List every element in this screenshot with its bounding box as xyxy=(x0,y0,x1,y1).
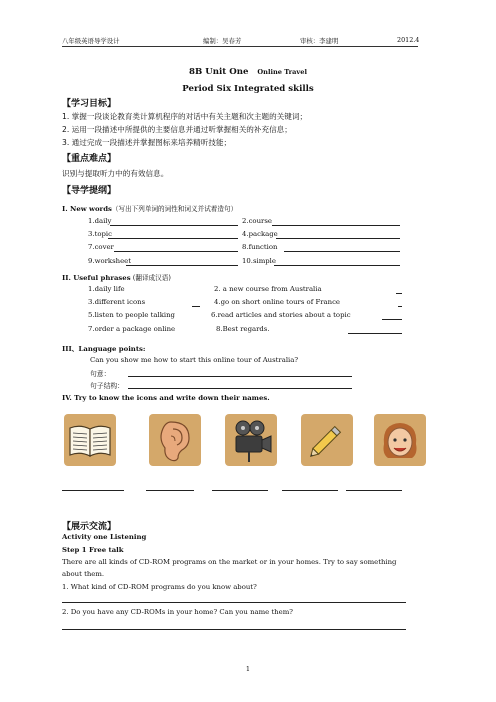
ear-icon xyxy=(149,414,201,466)
new-words-label: I. New words xyxy=(62,205,112,213)
activity-title: Activity one Listening xyxy=(62,533,147,541)
word-3-blank[interactable] xyxy=(108,238,238,239)
header-reviewer: 审核：李建明 xyxy=(300,37,339,45)
answer-1-blank[interactable] xyxy=(62,602,406,603)
phrase-4-blank[interactable] xyxy=(398,306,402,307)
phrase-5: 5.listen to people talking xyxy=(88,311,175,319)
word-3: 3.topic xyxy=(88,230,112,238)
page-number: 1 xyxy=(245,665,251,673)
language-structure-blank[interactable] xyxy=(128,388,352,389)
language-points-title: III、Language points: xyxy=(62,345,146,353)
phrase-6: 6.read articles and stories about a topic xyxy=(211,311,351,319)
icons-title: IV. Try to know the icons and write down their names. xyxy=(62,394,270,402)
phrase-4: 4.go on short online tours of France xyxy=(214,298,340,306)
unit-title-main: 8B Unit One xyxy=(189,67,249,77)
icon-name-blank-1[interactable] xyxy=(62,490,124,491)
phrase-2: 2. a new course from Australia xyxy=(214,285,322,293)
word-2: 2.course xyxy=(242,217,272,225)
language-structure-label: 句子结构： xyxy=(90,382,124,390)
phrase-1: 1.daily life xyxy=(88,285,125,293)
header-editor: 编制：吴春芳 xyxy=(203,37,242,45)
new-words-note: （写出下列单词的词性和词义并试着造句） xyxy=(111,205,238,213)
phrase-8: 8.Best regards. xyxy=(216,325,270,333)
goal-item-2: 2. 运用一段描述中所提供的主要信息并通过听掌握相关的补充信息； xyxy=(62,125,292,134)
phrases-note: (翻译成汉语) xyxy=(132,274,171,282)
key-heading: 【重点难点】 xyxy=(62,154,117,164)
word-10: 10.simple xyxy=(242,257,276,265)
word-7-blank[interactable] xyxy=(114,251,238,252)
icon-name-blank-3[interactable] xyxy=(212,490,268,491)
phrases-label: II. Useful phrases xyxy=(62,274,131,282)
phrase-8-blank[interactable] xyxy=(348,333,402,334)
period-title: Period Six Integrated skills xyxy=(182,84,314,94)
guide-heading: 【导学提纲】 xyxy=(62,186,117,196)
intro-line-2: about them. xyxy=(62,570,105,578)
icon-name-blank-2[interactable] xyxy=(146,490,194,491)
key-text: 识别与提取听力中的有效信息。 xyxy=(62,169,169,178)
icon-name-blank-5[interactable] xyxy=(346,490,402,491)
word-8: 8.function xyxy=(242,243,278,251)
unit-title xyxy=(0,67,496,77)
word-4: 4.package xyxy=(242,230,278,238)
phrase-2-blank[interactable] xyxy=(396,293,402,294)
video-camera-icon xyxy=(225,414,277,466)
language-sentence: Can you show me how to start this online tour of Australia? xyxy=(90,356,299,364)
word-9: 9.worksheet xyxy=(88,257,131,265)
exchange-heading: 【展示交流】 xyxy=(62,522,117,532)
question-1: 1. What kind of CD-ROM programs do you know about? xyxy=(62,583,257,591)
word-8-blank[interactable] xyxy=(284,251,400,252)
word-1: 1.daily xyxy=(88,217,112,225)
phrase-6-blank[interactable] xyxy=(382,319,402,320)
word-9-blank[interactable] xyxy=(126,265,238,266)
icon-name-blank-4[interactable] xyxy=(282,490,338,491)
new-words-title xyxy=(62,203,237,213)
phrase-7: 7.order a package online xyxy=(88,325,176,333)
phrase-3: 3.different icons xyxy=(88,298,146,306)
goal-item-1: 1. 掌握一段谈论教育类计算机程序的对话中有关主题和次主题的关键词； xyxy=(62,112,308,121)
intro-line-1: There are all kinds of CD-ROM programs on the market or in your homes. Try to say something xyxy=(62,558,397,566)
word-10-blank[interactable] xyxy=(274,265,400,266)
header-date: 2012.4 xyxy=(397,36,420,44)
answer-2-blank[interactable] xyxy=(62,629,406,630)
word-4-blank[interactable] xyxy=(276,238,400,239)
girl-face-icon xyxy=(374,414,426,466)
word-1-blank[interactable] xyxy=(110,225,238,226)
goal-item-3: 3. 通过完成一段描述并掌握图标来培养精听技能； xyxy=(62,138,232,147)
goals-heading: 【学习目标】 xyxy=(62,99,117,109)
language-meaning-label: 句意： xyxy=(90,370,111,378)
word-7: 7.cover xyxy=(88,243,114,251)
phrase-3-blank[interactable] xyxy=(192,306,200,307)
question-2: 2. Do you have any CD-ROMs in your home? Can you name them? xyxy=(62,608,293,616)
header-rule xyxy=(62,46,418,47)
book-icon xyxy=(64,414,116,466)
language-meaning-blank[interactable] xyxy=(128,376,352,377)
pencil-icon xyxy=(301,414,353,466)
phrases-title xyxy=(62,272,171,282)
step-title: Step 1 Free talk xyxy=(62,546,124,554)
word-2-blank[interactable] xyxy=(272,225,400,226)
header-doc-name: 八年级英语导学设计 xyxy=(62,37,120,45)
unit-title-sub: Online Travel xyxy=(257,68,307,76)
